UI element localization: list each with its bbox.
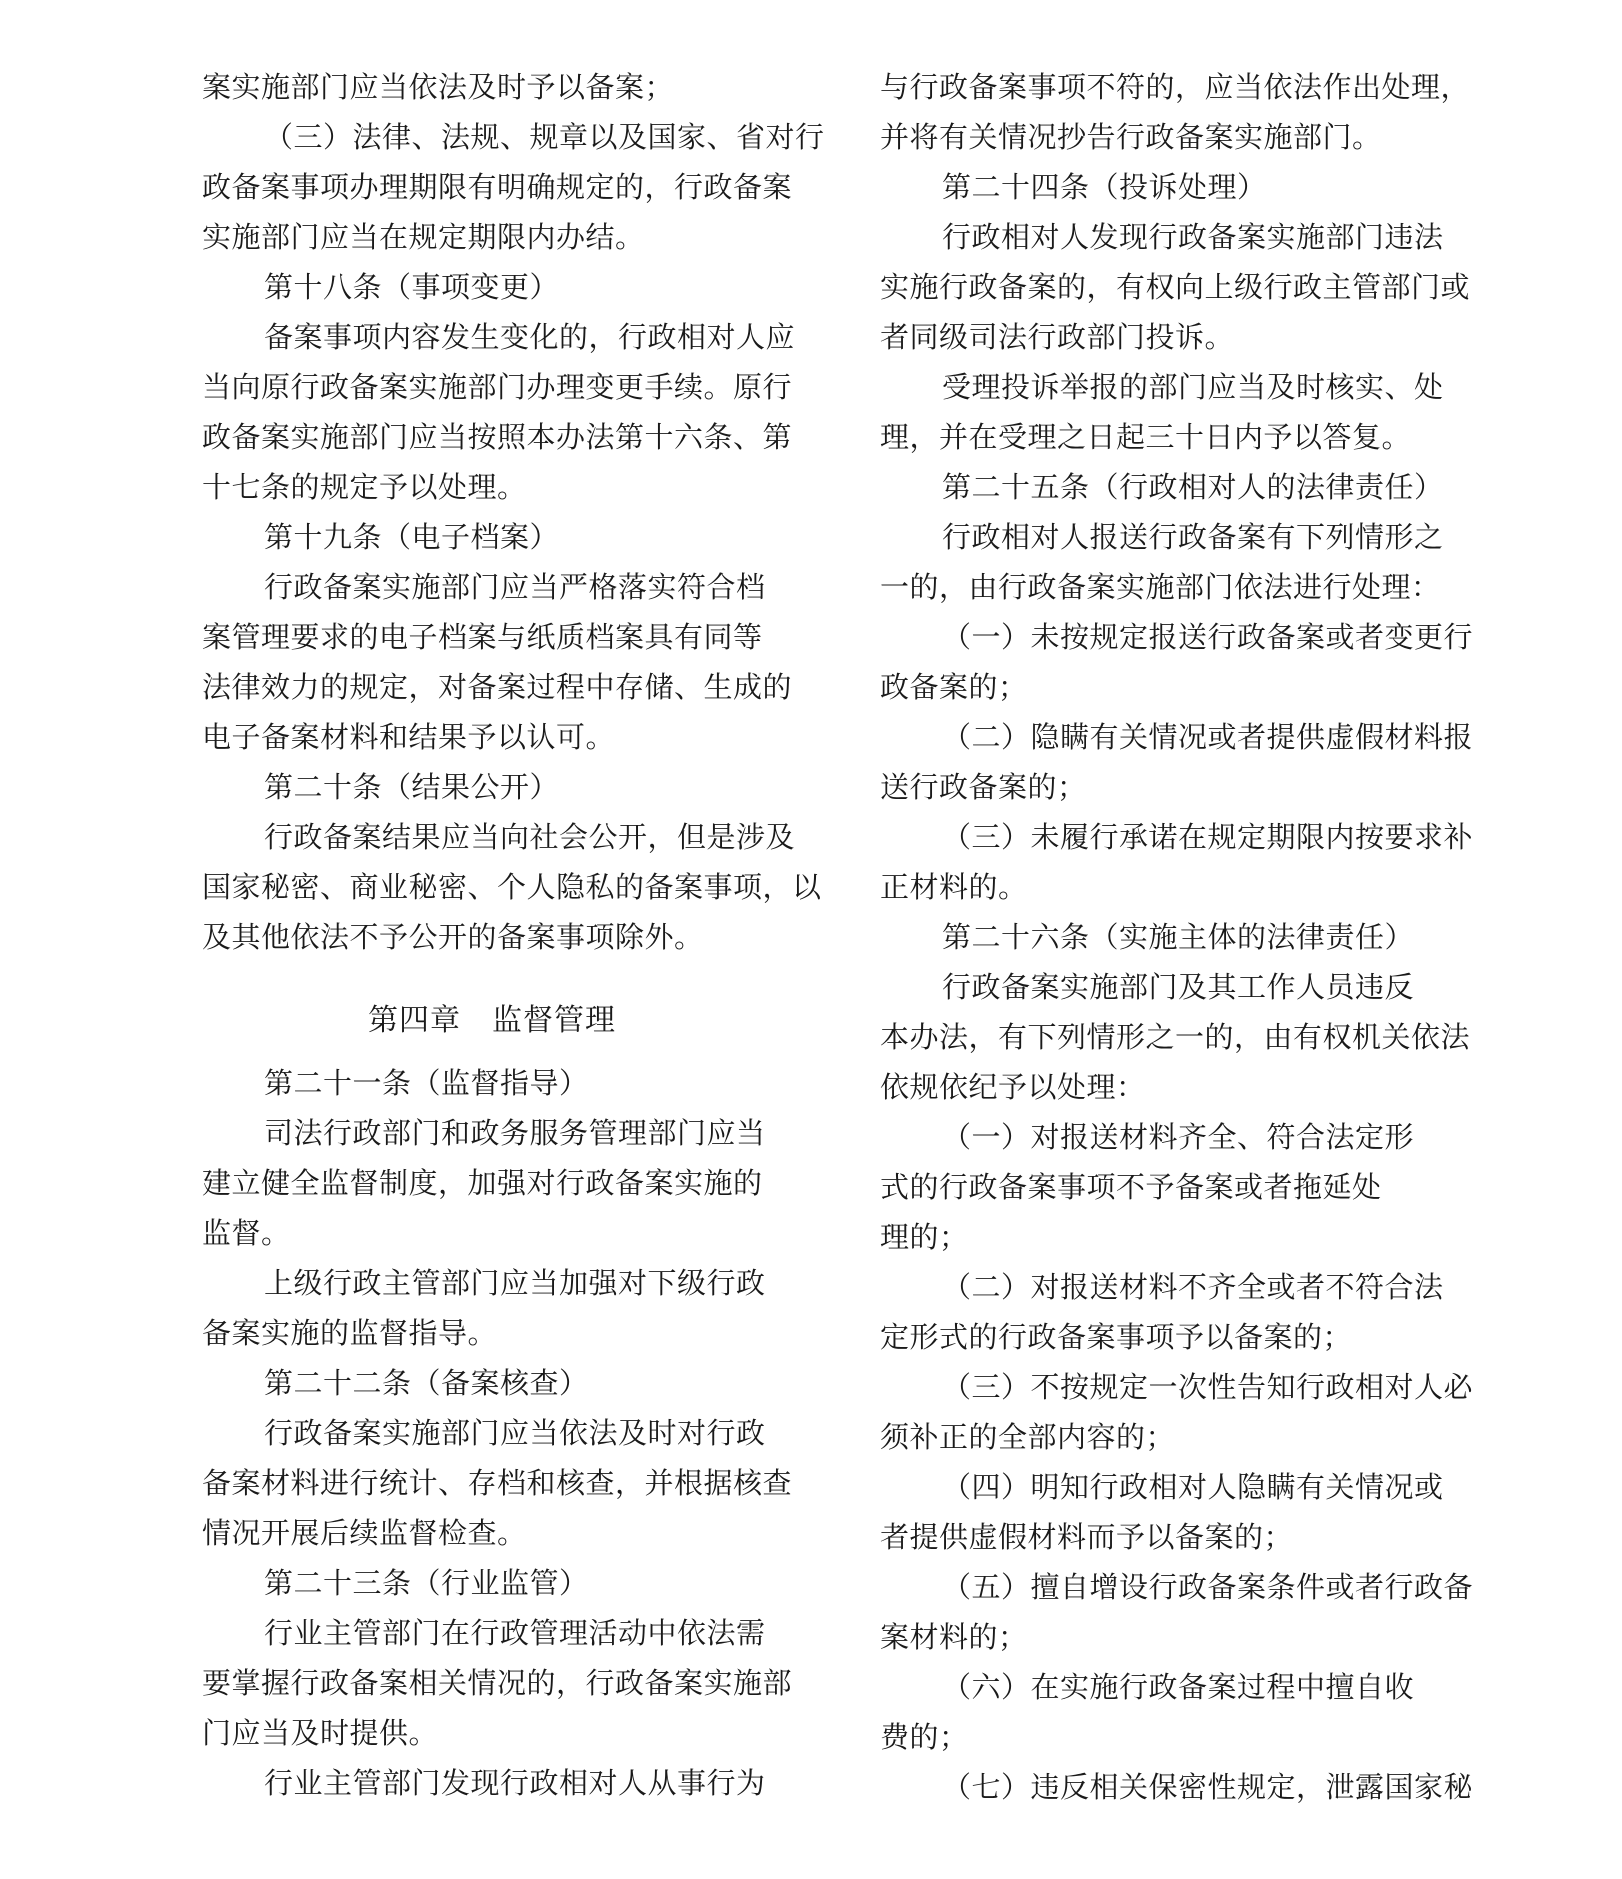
text-line: 案实施部门应当依法及时予以备案； <box>202 70 675 104</box>
text-line: 国家秘密、商业秘密、个人隐私的备案事项，以 <box>202 870 822 904</box>
text-line: 门应当及时提供。 <box>202 1716 439 1750</box>
text-line: （一）对报送材料齐全、符合法定形 <box>942 1120 1415 1154</box>
text-line: 第二十二条（备案核查） <box>264 1366 589 1400</box>
text-line: 第二十一条（监督指导） <box>264 1066 589 1100</box>
text-line: 案材料的； <box>880 1620 1028 1654</box>
text-line: （二）对报送材料不齐全或者不符合法 <box>942 1270 1444 1304</box>
text-line: 定形式的行政备案事项予以备案的； <box>880 1320 1353 1354</box>
text-line: 案管理要求的电子档案与纸质档案具有同等 <box>202 620 763 654</box>
text-line: 一的，由行政备案实施部门依法进行处理： <box>880 570 1441 604</box>
text-line: 要掌握行政备案相关情况的，行政备案实施部 <box>202 1666 793 1700</box>
text-line: 须补正的全部内容的； <box>880 1420 1176 1454</box>
text-line: 建立健全监督制度，加强对行政备案实施的 <box>202 1166 763 1200</box>
text-line: 司法行政部门和政务服务管理部门应当 <box>264 1116 766 1150</box>
right-column <box>880 62 1480 1812</box>
text-line: 政备案事项办理期限有明确规定的，行政备案 <box>202 170 793 204</box>
text-line: 备案事项内容发生变化的，行政相对人应 <box>264 320 796 354</box>
text-line: 理，并在受理之日起三十日内予以答复。 <box>880 420 1412 454</box>
text-line: 政备案实施部门应当按照本办法第十六条、第 <box>202 420 793 454</box>
text-line: （四）明知行政相对人隐瞒有关情况或 <box>942 1470 1444 1504</box>
text-line: 电子备案材料和结果予以认可。 <box>202 720 616 754</box>
text-line: 受理投诉举报的部门应当及时核实、处 <box>942 370 1444 404</box>
text-line: 者同级司法行政部门投诉。 <box>880 320 1235 354</box>
text-line: 行业主管部门发现行政相对人从事行为 <box>264 1766 766 1800</box>
text-line: 第二十条（结果公开） <box>264 770 560 804</box>
text-line: 第十九条（电子档案） <box>264 520 560 554</box>
text-line: 依规依纪予以处理： <box>880 1070 1146 1104</box>
text-line: 上级行政主管部门应当加强对下级行政 <box>264 1266 766 1300</box>
text-line: 十七条的规定予以处理。 <box>202 470 527 504</box>
text-line: 备案材料进行统计、存档和核查，并根据核查 <box>202 1466 793 1500</box>
text-line: 第二十五条（行政相对人的法律责任） <box>942 470 1444 504</box>
text-line: 法律效力的规定，对备案过程中存储、生成的 <box>202 670 793 704</box>
text-line: （二）隐瞒有关情况或者提供虚假材料报 <box>942 720 1474 754</box>
text-line: 第二十六条（实施主体的法律责任） <box>942 920 1415 954</box>
text-line: 行政备案实施部门应当严格落实符合档 <box>264 570 766 604</box>
text-line: （一）未按规定报送行政备案或者变更行 <box>942 620 1474 654</box>
text-line: （三）未履行承诺在规定期限内按要求补 <box>942 820 1474 854</box>
text-line: 并将有关情况抄告行政备案实施部门。 <box>880 120 1382 154</box>
text-line: 送行政备案的； <box>880 770 1087 804</box>
right-column-text-block <box>880 62 1480 1812</box>
text-line: 第十八条（事项变更） <box>264 270 560 304</box>
chapter-heading: 第四章 监督管理 <box>368 1003 616 1038</box>
text-line: 本办法，有下列情形之一的，由有权机关依法 <box>880 1020 1471 1054</box>
text-line: 监督。 <box>202 1216 291 1250</box>
left-column-text-block <box>202 62 825 962</box>
text-line: （五）擅自增设行政备案条件或者行政备 <box>942 1570 1474 1604</box>
text-line: 行政备案实施部门应当依法及时对行政 <box>264 1416 766 1450</box>
text-line: 与行政备案事项不符的，应当依法作出处理， <box>880 70 1471 104</box>
text-line: 行政备案结果应当向社会公开，但是涉及 <box>264 820 796 854</box>
text-line: 行政相对人报送行政备案有下列情形之 <box>942 520 1444 554</box>
text-line: （三）不按规定一次性告知行政相对人必 <box>942 1370 1474 1404</box>
left-column <box>202 62 825 1808</box>
text-line: 行政备案实施部门及其工作人员违反 <box>942 970 1415 1004</box>
text-line: 理的； <box>880 1220 969 1254</box>
left-column-text-block-after-heading <box>202 1058 802 1808</box>
text-line: 第二十四条（投诉处理） <box>942 170 1267 204</box>
text-line: （七）违反相关保密性规定，泄露国家秘 <box>942 1770 1474 1804</box>
text-line: 行业主管部门在行政管理活动中依法需 <box>264 1616 766 1650</box>
text-line: （六）在实施行政备案过程中擅自收 <box>942 1670 1415 1704</box>
text-line: 第二十三条（行业监管） <box>264 1566 589 1600</box>
text-line: 及其他依法不予公开的备案事项除外。 <box>202 920 704 954</box>
text-line: 者提供虚假材料而予以备案的； <box>880 1520 1294 1554</box>
text-line: 情况开展后续监督检查。 <box>202 1516 527 1550</box>
text-line: 政备案的； <box>880 670 1028 704</box>
text-line: 实施行政备案的，有权向上级行政主管部门或 <box>880 270 1471 304</box>
text-line: 实施部门应当在规定期限内办结。 <box>202 220 645 254</box>
text-line: 费的； <box>880 1720 969 1754</box>
text-line: 正材料的。 <box>880 870 1028 904</box>
text-line: 行政相对人发现行政备案实施部门违法 <box>942 220 1444 254</box>
text-line: 式的行政备案事项不予备案或者拖延处 <box>880 1170 1382 1204</box>
text-line: 当向原行政备案实施部门办理变更手续。原行 <box>202 370 793 404</box>
text-line: 备案实施的监督指导。 <box>202 1316 498 1350</box>
chapter-spacer <box>202 962 802 984</box>
text-line: （三）法律、法规、规章以及国家、省对行 <box>264 120 825 154</box>
